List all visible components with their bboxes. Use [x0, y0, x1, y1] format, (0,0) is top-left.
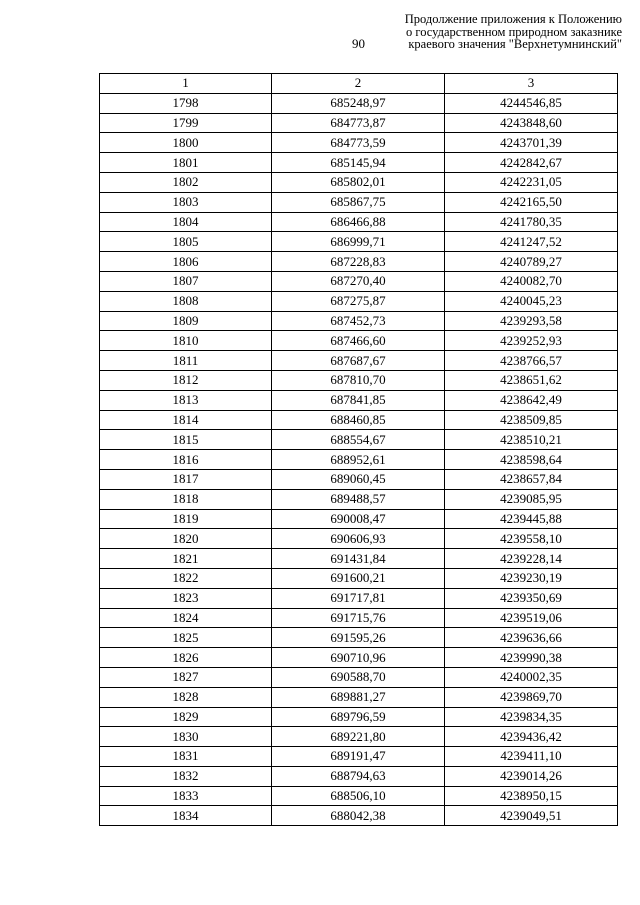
point-number-cell: 1810 — [100, 331, 272, 351]
point-number-cell: 1799 — [100, 113, 272, 133]
table-row — [100, 93, 618, 113]
point-number-cell: 1811 — [100, 351, 272, 371]
table-row — [100, 370, 618, 390]
coordinate-y-cell: 4240789,27 — [445, 252, 618, 272]
table-row — [100, 727, 618, 747]
coordinate-x-cell: 688506,10 — [272, 786, 445, 806]
table-row — [100, 113, 618, 133]
point-number-cell: 1809 — [100, 311, 272, 331]
coordinate-y-cell: 4239230,19 — [445, 568, 618, 588]
coordinate-x-cell: 689488,57 — [272, 489, 445, 509]
coordinate-x-cell: 687466,60 — [272, 331, 445, 351]
table-row — [100, 469, 618, 489]
coordinate-y-cell: 4241780,35 — [445, 212, 618, 232]
coordinate-y-cell: 4239014,26 — [445, 766, 618, 786]
coordinate-y-cell: 4238651,62 — [445, 370, 618, 390]
coordinate-x-cell: 687452,73 — [272, 311, 445, 331]
point-number-cell: 1823 — [100, 588, 272, 608]
table-row — [100, 489, 618, 509]
table-row — [100, 806, 618, 826]
coordinate-y-cell: 4239228,14 — [445, 549, 618, 569]
point-number-cell: 1824 — [100, 608, 272, 628]
coordinate-y-cell: 4239411,10 — [445, 747, 618, 767]
table-row — [100, 648, 618, 668]
coordinate-x-cell: 691431,84 — [272, 549, 445, 569]
page-number: 90 — [352, 36, 365, 51]
table-row — [100, 707, 618, 727]
table-row — [100, 786, 618, 806]
table-row — [100, 588, 618, 608]
coordinate-y-cell: 4238642,49 — [445, 390, 618, 410]
appendix-header — [405, 13, 622, 51]
coordinate-x-cell: 689191,47 — [272, 747, 445, 767]
coordinate-y-cell: 4239293,58 — [445, 311, 618, 331]
point-number-cell: 1803 — [100, 192, 272, 212]
point-number-cell: 1827 — [100, 667, 272, 687]
table-row — [100, 549, 618, 569]
point-number-cell: 1813 — [100, 390, 272, 410]
table-row — [100, 192, 618, 212]
point-number-cell: 1812 — [100, 370, 272, 390]
coordinate-x-cell: 688794,63 — [272, 766, 445, 786]
table-row — [100, 331, 618, 351]
coordinate-x-cell: 685248,97 — [272, 93, 445, 113]
point-number-cell: 1831 — [100, 747, 272, 767]
coordinate-y-cell: 4239436,42 — [445, 727, 618, 747]
coordinate-y-cell: 4243701,39 — [445, 133, 618, 153]
coordinate-x-cell: 688554,67 — [272, 430, 445, 450]
coordinate-x-cell: 690588,70 — [272, 667, 445, 687]
point-number-cell: 1830 — [100, 727, 272, 747]
coordinate-y-cell: 4242165,50 — [445, 192, 618, 212]
coordinate-y-cell: 4238950,15 — [445, 786, 618, 806]
point-number-cell: 1817 — [100, 469, 272, 489]
point-number-cell: 1807 — [100, 271, 272, 291]
coordinate-x-cell: 687841,85 — [272, 390, 445, 410]
point-number-cell: 1814 — [100, 410, 272, 430]
coordinate-x-cell: 687270,40 — [272, 271, 445, 291]
point-number-cell: 1822 — [100, 568, 272, 588]
coordinate-y-cell: 4244546,85 — [445, 93, 618, 113]
coordinate-y-cell: 4240045,23 — [445, 291, 618, 311]
table-row — [100, 291, 618, 311]
coordinates-table — [99, 73, 618, 826]
point-number-cell: 1815 — [100, 430, 272, 450]
column-header: 1 — [100, 74, 272, 94]
point-number-cell: 1821 — [100, 549, 272, 569]
coordinate-y-cell: 4239085,95 — [445, 489, 618, 509]
point-number-cell: 1825 — [100, 628, 272, 648]
point-number-cell: 1806 — [100, 252, 272, 272]
coordinate-x-cell: 687228,83 — [272, 252, 445, 272]
coordinate-y-cell: 4239049,51 — [445, 806, 618, 826]
point-number-cell: 1798 — [100, 93, 272, 113]
table-row — [100, 232, 618, 252]
table-row — [100, 311, 618, 331]
table-row — [100, 172, 618, 192]
header-line: Продолжение приложения к Положению — [404, 12, 622, 26]
coordinate-x-cell: 685145,94 — [272, 153, 445, 173]
header-line: краевого значения "Верхнетумнинский" — [408, 37, 622, 51]
coordinate-y-cell: 4238598,64 — [445, 450, 618, 470]
table-row — [100, 390, 618, 410]
coordinate-y-cell: 4239519,06 — [445, 608, 618, 628]
point-number-cell: 1834 — [100, 806, 272, 826]
coordinate-y-cell: 4239558,10 — [445, 529, 618, 549]
coordinate-x-cell: 687687,67 — [272, 351, 445, 371]
coordinate-x-cell: 690710,96 — [272, 648, 445, 668]
table-row — [100, 133, 618, 153]
coordinate-x-cell: 691717,81 — [272, 588, 445, 608]
coordinate-y-cell: 4239445,88 — [445, 509, 618, 529]
column-header: 3 — [445, 74, 618, 94]
coordinate-y-cell: 4239869,70 — [445, 687, 618, 707]
coordinate-y-cell: 4239252,93 — [445, 331, 618, 351]
point-number-cell: 1802 — [100, 172, 272, 192]
coordinate-x-cell: 684773,87 — [272, 113, 445, 133]
table-row — [100, 568, 618, 588]
table-row — [100, 608, 618, 628]
table-row — [100, 529, 618, 549]
table-row — [100, 351, 618, 371]
coordinate-x-cell: 688460,85 — [272, 410, 445, 430]
table-row — [100, 687, 618, 707]
table-row — [100, 212, 618, 232]
coordinate-y-cell: 4239350,69 — [445, 588, 618, 608]
table-row — [100, 252, 618, 272]
coordinate-y-cell: 4239990,38 — [445, 648, 618, 668]
table-row — [100, 747, 618, 767]
coordinate-x-cell: 691595,26 — [272, 628, 445, 648]
coordinate-y-cell: 4242231,05 — [445, 172, 618, 192]
coordinate-y-cell: 4238657,84 — [445, 469, 618, 489]
point-number-cell: 1805 — [100, 232, 272, 252]
coordinate-x-cell: 690606,93 — [272, 529, 445, 549]
point-number-cell: 1808 — [100, 291, 272, 311]
table-header-row — [100, 74, 618, 94]
coordinate-x-cell: 686466,88 — [272, 212, 445, 232]
point-number-cell: 1820 — [100, 529, 272, 549]
coordinate-y-cell: 4242842,67 — [445, 153, 618, 173]
point-number-cell: 1826 — [100, 648, 272, 668]
coordinate-x-cell: 689796,59 — [272, 707, 445, 727]
point-number-cell: 1828 — [100, 687, 272, 707]
table-row — [100, 410, 618, 430]
coordinate-x-cell: 688042,38 — [272, 806, 445, 826]
point-number-cell: 1833 — [100, 786, 272, 806]
table-row — [100, 667, 618, 687]
table-row — [100, 766, 618, 786]
coordinate-y-cell: 4240082,70 — [445, 271, 618, 291]
point-number-cell: 1832 — [100, 766, 272, 786]
coordinate-x-cell: 689881,27 — [272, 687, 445, 707]
coordinate-y-cell: 4238509,85 — [445, 410, 618, 430]
point-number-cell: 1819 — [100, 509, 272, 529]
table-body — [100, 93, 618, 825]
header-line: о государственном природном заказнике — [406, 24, 622, 39]
coordinate-x-cell: 687275,87 — [272, 291, 445, 311]
coordinate-x-cell: 691715,76 — [272, 608, 445, 628]
coordinate-x-cell: 686999,71 — [272, 232, 445, 252]
coordinate-x-cell: 685802,01 — [272, 172, 445, 192]
coordinate-x-cell: 691600,21 — [272, 568, 445, 588]
coordinate-y-cell: 4238510,21 — [445, 430, 618, 450]
coordinate-x-cell: 690008,47 — [272, 509, 445, 529]
table-row — [100, 628, 618, 648]
coordinate-x-cell: 689221,80 — [272, 727, 445, 747]
table-row — [100, 509, 618, 529]
coordinate-x-cell: 687810,70 — [272, 370, 445, 390]
coordinate-y-cell: 4243848,60 — [445, 113, 618, 133]
coordinate-y-cell: 4239636,66 — [445, 628, 618, 648]
coordinate-y-cell: 4238766,57 — [445, 351, 618, 371]
table-row — [100, 153, 618, 173]
point-number-cell: 1829 — [100, 707, 272, 727]
point-number-cell: 1800 — [100, 133, 272, 153]
column-header: 2 — [272, 74, 445, 94]
coordinate-x-cell: 684773,59 — [272, 133, 445, 153]
point-number-cell: 1816 — [100, 450, 272, 470]
table-row — [100, 430, 618, 450]
table-row — [100, 450, 618, 470]
coordinate-x-cell: 685867,75 — [272, 192, 445, 212]
coordinate-x-cell: 689060,45 — [272, 469, 445, 489]
coordinate-y-cell: 4239834,35 — [445, 707, 618, 727]
coordinate-y-cell: 4241247,52 — [445, 232, 618, 252]
table-row — [100, 271, 618, 291]
point-number-cell: 1818 — [100, 489, 272, 509]
point-number-cell: 1804 — [100, 212, 272, 232]
coordinate-x-cell: 688952,61 — [272, 450, 445, 470]
point-number-cell: 1801 — [100, 153, 272, 173]
coordinate-y-cell: 4240002,35 — [445, 667, 618, 687]
